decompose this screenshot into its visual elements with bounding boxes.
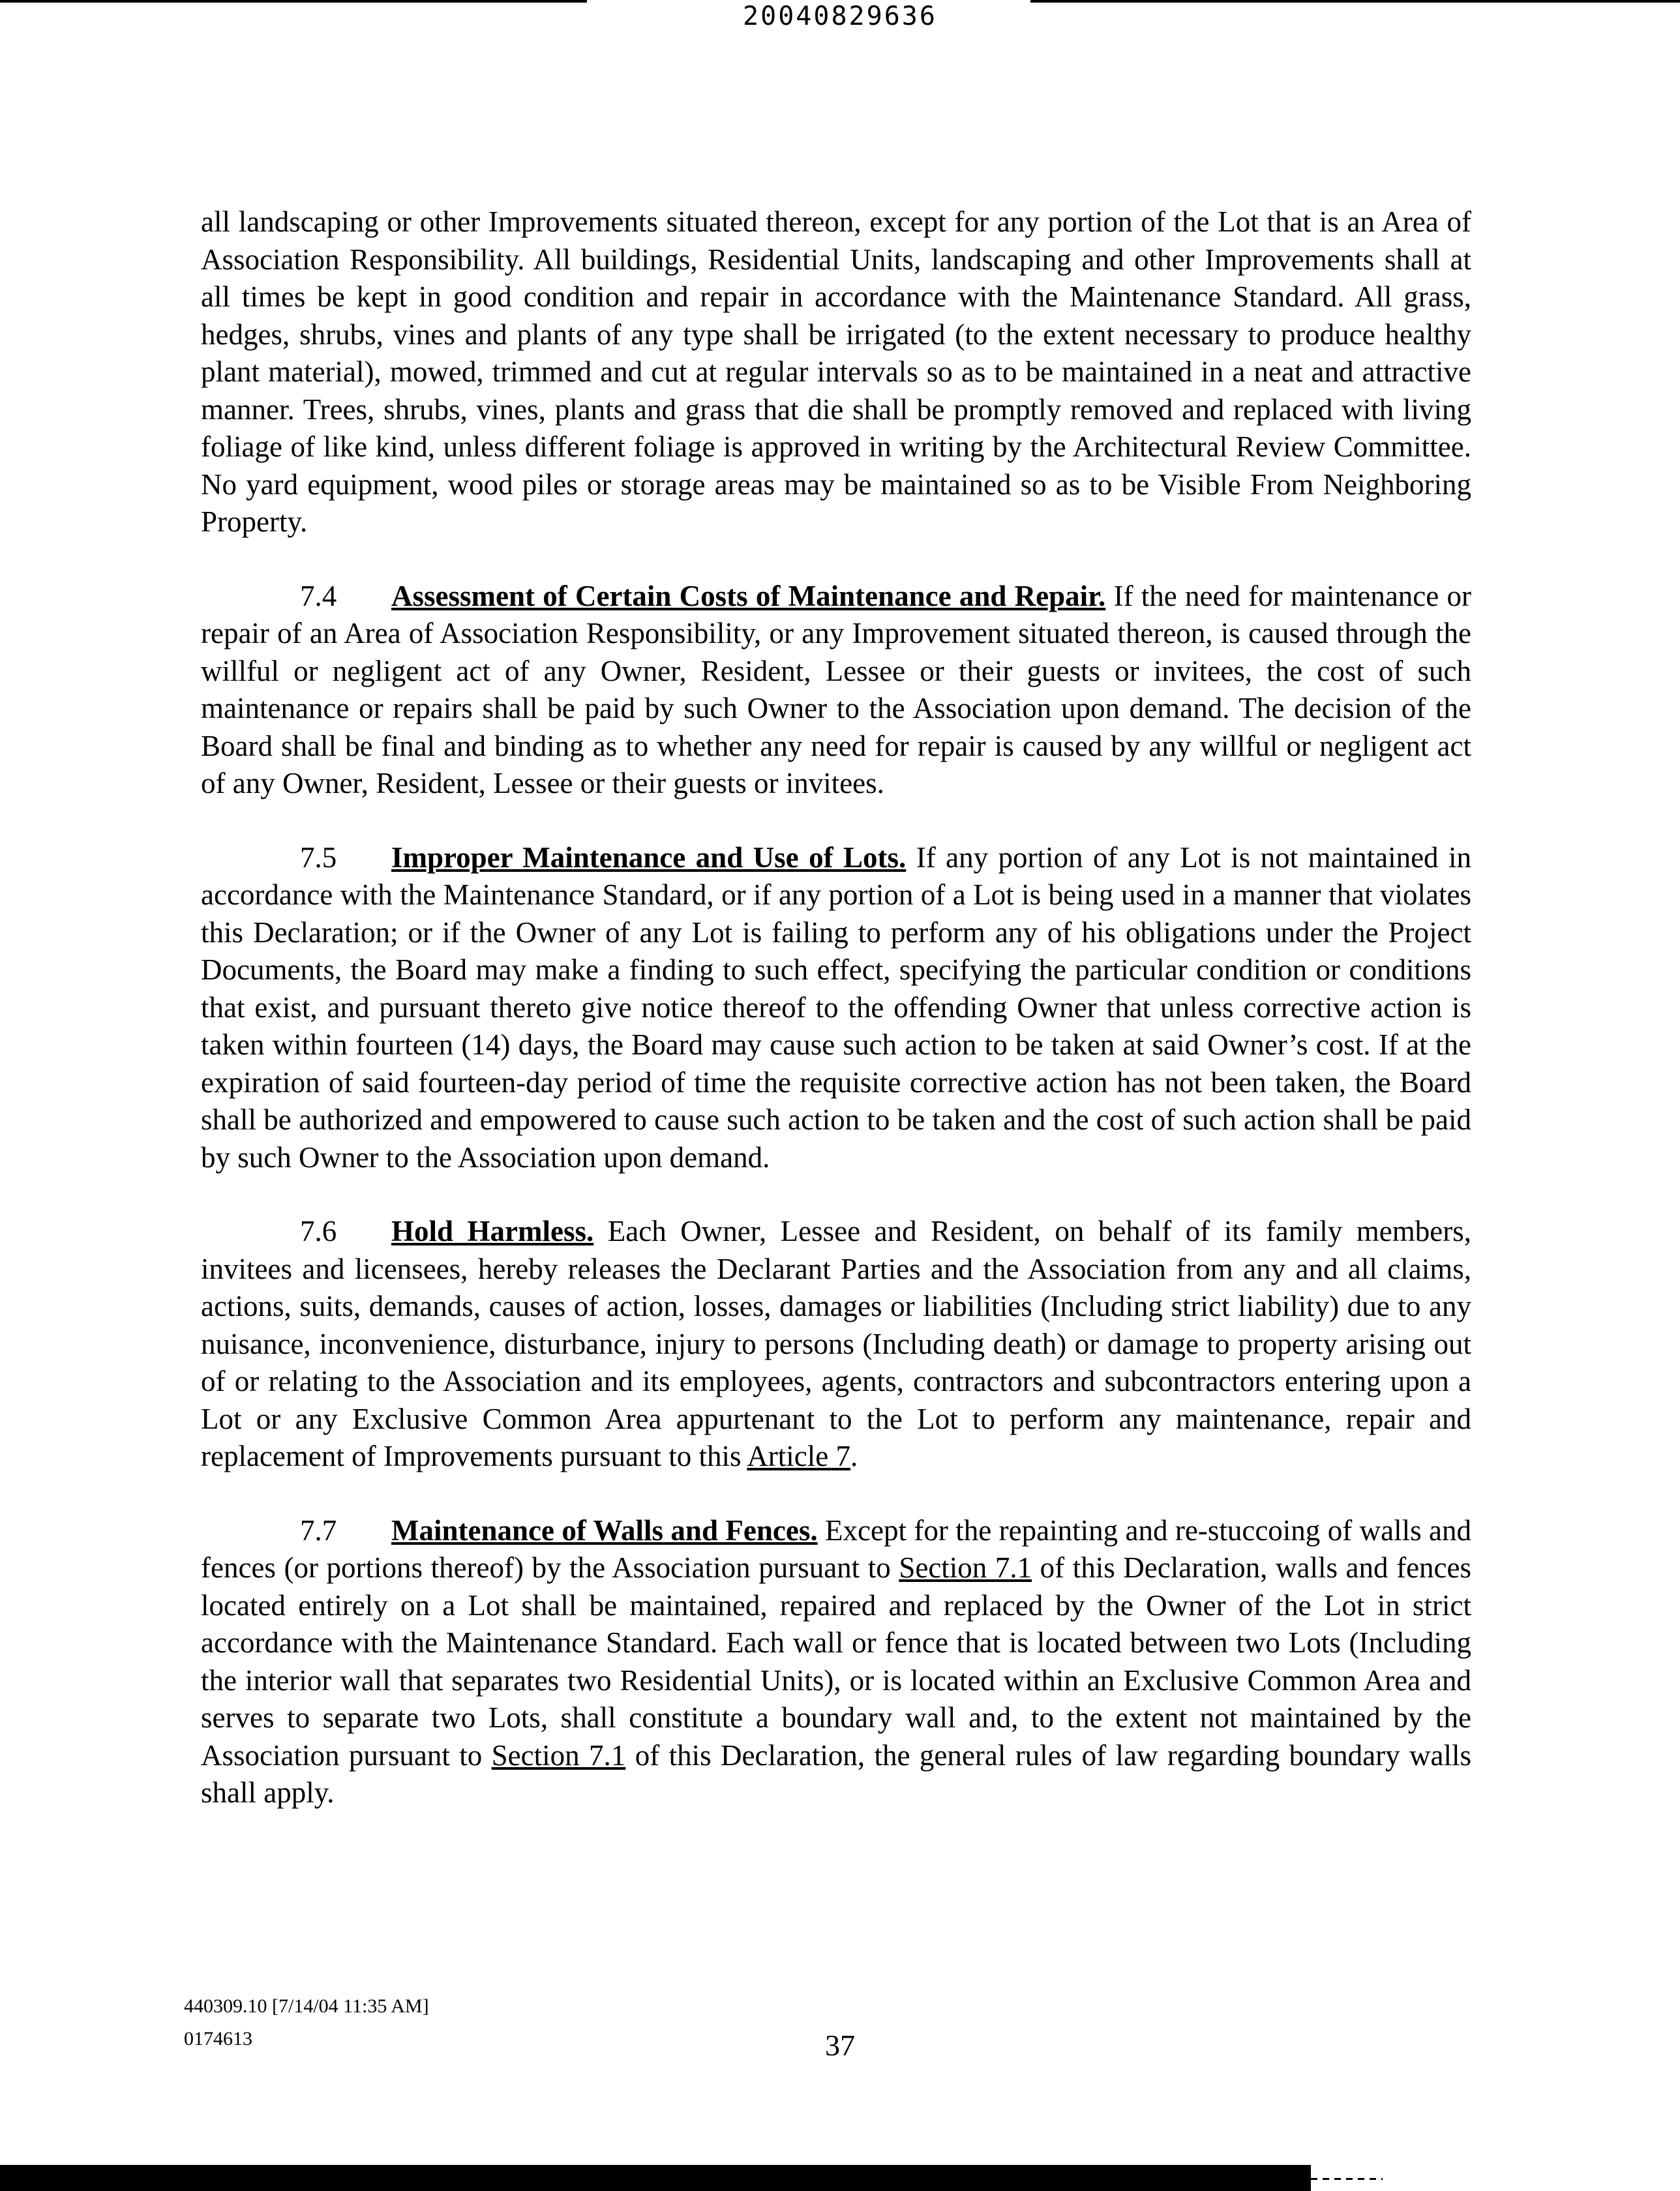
- document-number: 20040829636: [743, 1, 937, 31]
- section-text: If any portion of any Lot is not maintained in accordance with the Maintenance Standard, or if any portion of a Lot is being used in a manner that violates this Declaration; or if the Owner of any Lot is failing to perform any of his obligations under the Project Documents, the Board may make a finding to such effect, specifying the particular condition or conditions that exist, and pursuant thereto give notice thereof to the offending Owner that unless corrective action is taken within fourteen (14) days, the Board may cause such action to be taken at said Owner’s cost. If at the expiration of said fourteen-day period of time the requisite corrective action has not been taken, the Board shall be authorized and empowered to cause such action to be taken and the cost of such action shall be paid by such Owner to the Association upon demand.: [201, 841, 1471, 1174]
- section-number: 7.4: [300, 579, 337, 612]
- section-number: 7.6: [300, 1215, 337, 1247]
- section-number: 7.5: [300, 841, 337, 874]
- section-text-end: .: [850, 1440, 858, 1472]
- cross-reference-section-7-1: Section 7.1: [491, 1738, 626, 1772]
- section-title: Assessment of Certain Costs of Maintenance and Repair.: [391, 579, 1106, 612]
- page-number: 37: [825, 2029, 855, 2062]
- section-number: 7.7: [300, 1513, 337, 1547]
- section-title: Improper Maintenance and Use of Lots.: [391, 841, 907, 874]
- paragraph-intro: all landscaping or other Improvements situated thereon, except for any portion of the Lot that is an Area of Association Responsibility. All buildings, Residential Units, landscaping and other Improvements shall at all times be kept in good condition and repair in accordance with the Maintenance Standard. All grass, hedges, shrubs, vines and plants of any type shall be irrigated (to the extent necessary to produce healthy plant material), mowed, trimmed and cut at regular intervals so as to be maintained in a neat and attractive manner. Trees, shrubs, vines, plants and grass that die shall be promptly removed and replaced with living foliage of like kind, unless different foliage is approved in writing by the Architectural Review Committee. No yard equipment, wood piles or storage areas may be maintained so as to be Visible From Neighboring Property.: [201, 205, 1471, 538]
- section-text: If the need for maintenance or repair of an Area of Association Responsibility, or any Improvement situated thereon, is caused through the willful or negligent act of any Owner, Resident, Lessee or their guests or invitees, the cost of such maintenance or repairs shall be paid by such Owner to the Association upon demand. The decision of the Board shall be final and binding as to whether any need for repair is caused by any willful or negligent act of any Owner, Resident, Lessee or their guests or invitees.: [201, 579, 1471, 799]
- section-title: Hold Harmless.: [391, 1215, 594, 1247]
- section-text: of this Declaration, the general rules of law regarding boundary walls shall apply.: [201, 1738, 1472, 1809]
- section-7-7: [201, 1512, 1471, 1812]
- section-text: Except for the repainting and re-stuccoing of walls and fences (or portions thereof) by the Association pursuant to: [201, 1513, 1472, 1584]
- cross-reference-section-7-1: Section 7.1: [899, 1551, 1032, 1584]
- section-text: of this Declaration, walls and fences located entirely on a Lot shall be maintained, repaired and replaced by the Owner of the Lot in strict accordance with the Maintenance Standard. Each wall or fence that is located between two Lots (Including the interior wall that separates two Residential Units), or is located within an Exclusive Common Area and serves to separate two Lots, shall constitute a boundary wall and, to the extent not maintained by the Association pursuant to: [201, 1551, 1471, 1772]
- section-7-6: [201, 1213, 1471, 1476]
- cross-reference-article-7: Article 7: [747, 1440, 850, 1472]
- bottom-scan-dash: [1311, 2178, 1383, 2180]
- section-7-5: [201, 839, 1471, 1177]
- footer-doc-id: 440309.10 [7/14/04 11:35 AM]: [184, 1995, 429, 2017]
- section-title: Maintenance of Walls and Fences.: [391, 1513, 818, 1547]
- section-text: Each Owner, Lessee and Resident, on behalf of its family members, invitees and licensees, hereby releases the Declarant Parties and the Association from any and all claims, actions, suits, demands, causes of action, losses, damages or liabilities (Including strict liability) due to any nuisance, inconvenience, disturbance, injury to persons (Including death) or damage to property arising out of or relating to the Association and its employees, agents, contractors and subcontractors entering upon a Lot or any Exclusive Common Area appurtenant to the Lot to perform any maintenance, repair and replacement of Improvements pursuant to this: [201, 1215, 1471, 1472]
- bottom-scan-bar: [0, 2165, 1311, 2191]
- document-body: [201, 203, 1471, 1849]
- footer-file-number: 0174613: [184, 2028, 252, 2049]
- section-7-4: [201, 578, 1471, 803]
